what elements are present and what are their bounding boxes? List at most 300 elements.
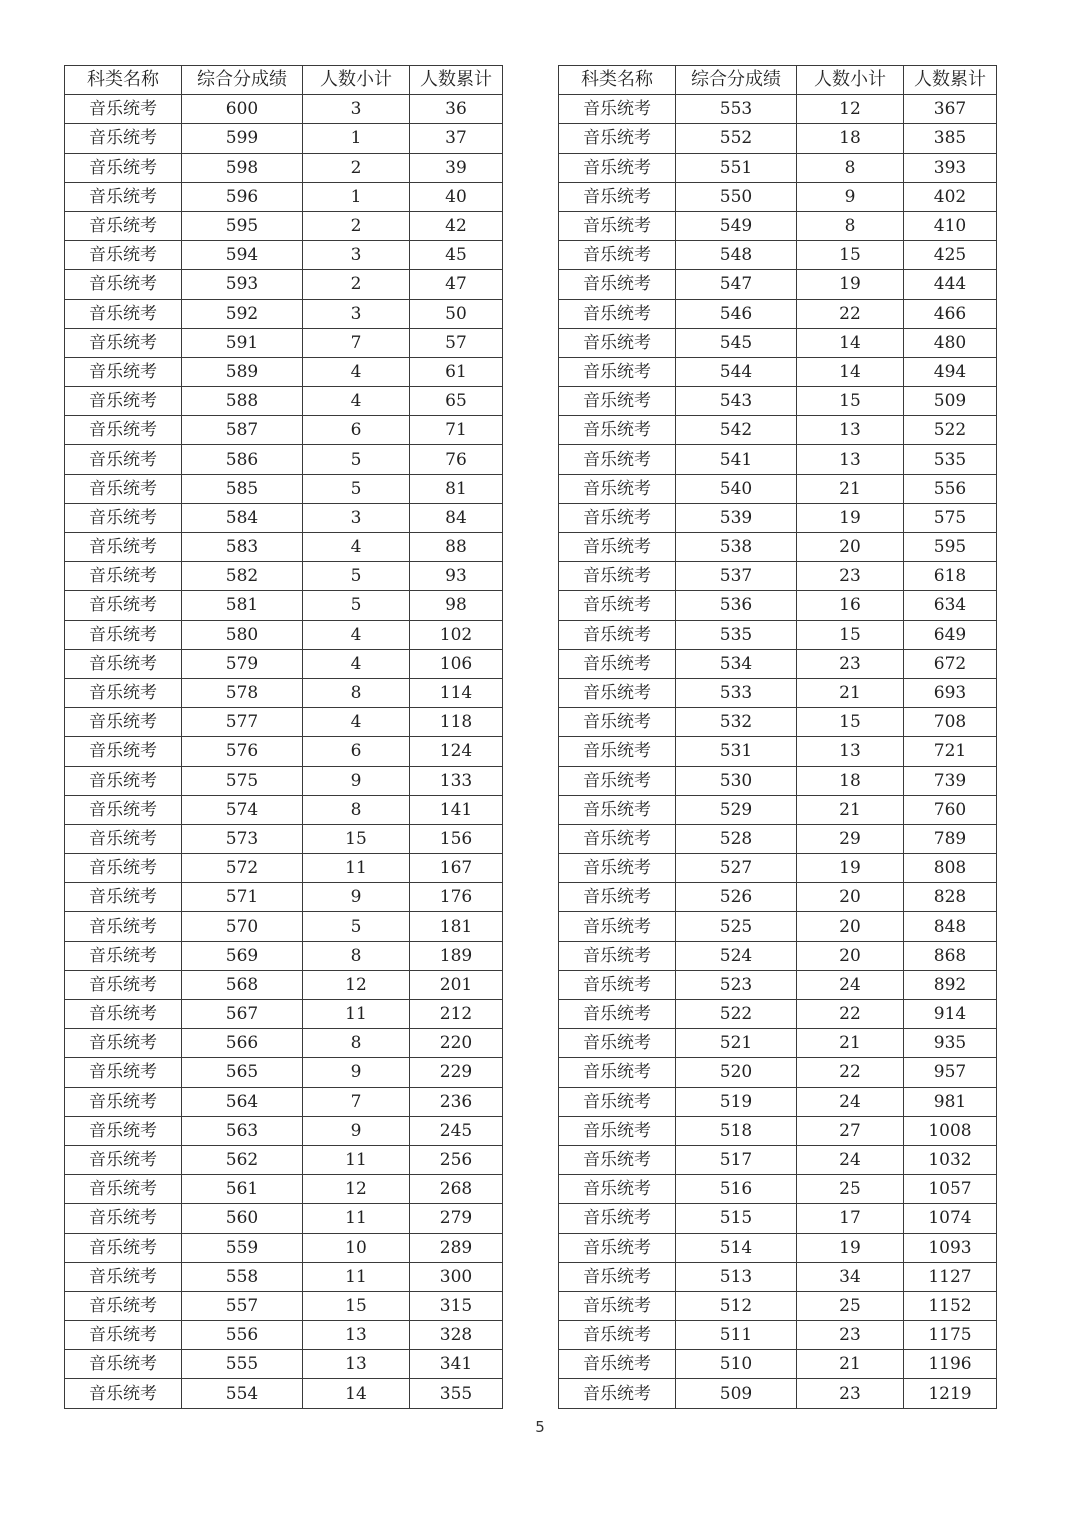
cell-score: 544 (676, 357, 797, 386)
cell-count: 9 (303, 766, 410, 795)
table-row (559, 766, 997, 795)
cell-score: 573 (182, 824, 303, 853)
cell-score: 519 (676, 1087, 797, 1116)
cell-category: 音乐统考 (65, 328, 182, 357)
cell-score: 585 (182, 474, 303, 503)
cell-score: 545 (676, 328, 797, 357)
cell-score: 578 (182, 678, 303, 707)
cell-category: 音乐统考 (559, 1175, 676, 1204)
cell-category: 音乐统考 (65, 1087, 182, 1116)
cell-count: 3 (303, 95, 410, 124)
cell-category: 音乐统考 (65, 533, 182, 562)
cell-cumulative: 957 (904, 1058, 997, 1087)
cell-category: 音乐统考 (65, 270, 182, 299)
cell-count: 21 (797, 795, 904, 824)
cell-count: 24 (797, 970, 904, 999)
table-row (559, 1233, 997, 1262)
cell-score: 561 (182, 1175, 303, 1204)
cell-score: 558 (182, 1262, 303, 1291)
cell-cumulative: 84 (410, 503, 503, 532)
cell-score: 579 (182, 649, 303, 678)
cell-count: 13 (797, 445, 904, 474)
table-row (559, 912, 997, 941)
cell-category: 音乐统考 (65, 241, 182, 270)
table-row (65, 416, 503, 445)
cell-score: 572 (182, 854, 303, 883)
cell-cumulative: 1152 (904, 1291, 997, 1320)
table-row (559, 211, 997, 240)
cell-count: 1 (303, 182, 410, 211)
cell-category: 音乐统考 (65, 678, 182, 707)
table-row (559, 1145, 997, 1174)
cell-cumulative: 1127 (904, 1262, 997, 1291)
cell-score: 535 (676, 620, 797, 649)
cell-cumulative: 466 (904, 299, 997, 328)
table-row (65, 1262, 503, 1291)
table-row (559, 1204, 997, 1233)
table-row (559, 1175, 997, 1204)
cell-score: 516 (676, 1175, 797, 1204)
cell-cumulative: 693 (904, 678, 997, 707)
header-category: 科类名称 (559, 66, 676, 95)
cell-cumulative: 618 (904, 562, 997, 591)
cell-category: 音乐统考 (559, 211, 676, 240)
cell-count: 21 (797, 1350, 904, 1379)
table-row (559, 1087, 997, 1116)
cell-score: 583 (182, 533, 303, 562)
cell-count: 4 (303, 708, 410, 737)
cell-cumulative: 167 (410, 854, 503, 883)
cell-count: 12 (303, 1175, 410, 1204)
cell-category: 音乐统考 (559, 620, 676, 649)
cell-count: 5 (303, 562, 410, 591)
cell-cumulative: 1093 (904, 1233, 997, 1262)
cell-count: 20 (797, 883, 904, 912)
cell-cumulative: 176 (410, 883, 503, 912)
cell-score: 589 (182, 357, 303, 386)
cell-cumulative: 410 (904, 211, 997, 240)
cell-count: 4 (303, 649, 410, 678)
table-row (559, 153, 997, 182)
cell-category: 音乐统考 (65, 211, 182, 240)
table-row (65, 824, 503, 853)
cell-category: 音乐统考 (559, 941, 676, 970)
table-row (65, 1116, 503, 1145)
cell-category: 音乐统考 (559, 1291, 676, 1320)
cell-category: 音乐统考 (559, 649, 676, 678)
cell-score: 510 (676, 1350, 797, 1379)
cell-category: 音乐统考 (65, 912, 182, 941)
cell-score: 554 (182, 1379, 303, 1408)
table-row (65, 533, 503, 562)
cell-category: 音乐统考 (559, 1145, 676, 1174)
cell-score: 570 (182, 912, 303, 941)
cell-score: 550 (676, 182, 797, 211)
table-row (65, 562, 503, 591)
cell-category: 音乐统考 (559, 678, 676, 707)
cell-score: 571 (182, 883, 303, 912)
cell-score: 537 (676, 562, 797, 591)
cell-count: 9 (303, 1058, 410, 1087)
cell-score: 577 (182, 708, 303, 737)
cell-cumulative: 341 (410, 1350, 503, 1379)
cell-count: 22 (797, 1058, 904, 1087)
cell-cumulative: 556 (904, 474, 997, 503)
cell-category: 音乐统考 (65, 299, 182, 328)
cell-category: 音乐统考 (559, 591, 676, 620)
table-row (65, 1321, 503, 1350)
header-score: 综合分成绩 (182, 66, 303, 95)
table-row (65, 270, 503, 299)
cell-count: 15 (797, 708, 904, 737)
cell-score: 515 (676, 1204, 797, 1233)
cell-score: 526 (676, 883, 797, 912)
table-row (559, 649, 997, 678)
cell-count: 19 (797, 503, 904, 532)
cell-count: 9 (303, 1116, 410, 1145)
cell-cumulative: 522 (904, 416, 997, 445)
cell-count: 24 (797, 1087, 904, 1116)
cell-category: 音乐统考 (65, 824, 182, 853)
cell-count: 2 (303, 211, 410, 240)
table-row (65, 649, 503, 678)
cell-score: 593 (182, 270, 303, 299)
cell-count: 23 (797, 649, 904, 678)
cell-count: 23 (797, 1379, 904, 1408)
cell-cumulative: 367 (904, 95, 997, 124)
cell-score: 547 (676, 270, 797, 299)
cell-cumulative: 88 (410, 533, 503, 562)
cell-score: 574 (182, 795, 303, 824)
cell-count: 11 (303, 854, 410, 883)
table-row (65, 1087, 503, 1116)
table-row (559, 1058, 997, 1087)
cell-category: 音乐统考 (559, 445, 676, 474)
cell-category: 音乐统考 (65, 1000, 182, 1029)
table-row (65, 883, 503, 912)
cell-score: 588 (182, 387, 303, 416)
cell-category: 音乐统考 (559, 854, 676, 883)
cell-score: 566 (182, 1029, 303, 1058)
cell-count: 1 (303, 124, 410, 153)
cell-cumulative: 385 (904, 124, 997, 153)
cell-count: 8 (303, 795, 410, 824)
cell-cumulative: 236 (410, 1087, 503, 1116)
cell-cumulative: 118 (410, 708, 503, 737)
cell-score: 594 (182, 241, 303, 270)
cell-count: 14 (797, 328, 904, 357)
cell-category: 音乐统考 (559, 124, 676, 153)
cell-cumulative: 509 (904, 387, 997, 416)
cell-count: 9 (797, 182, 904, 211)
cell-count: 23 (797, 562, 904, 591)
table-row (559, 620, 997, 649)
table-row (559, 854, 997, 883)
cell-count: 3 (303, 241, 410, 270)
cell-cumulative: 649 (904, 620, 997, 649)
cell-cumulative: 789 (904, 824, 997, 853)
table-row (65, 737, 503, 766)
cell-count: 22 (797, 299, 904, 328)
score-table-left (64, 65, 503, 1409)
cell-cumulative: 106 (410, 649, 503, 678)
cell-score: 563 (182, 1116, 303, 1145)
cell-cumulative: 39 (410, 153, 503, 182)
cell-count: 4 (303, 357, 410, 386)
cell-cumulative: 315 (410, 1291, 503, 1320)
cell-score: 530 (676, 766, 797, 795)
cell-count: 8 (797, 211, 904, 240)
cell-category: 音乐统考 (65, 1291, 182, 1320)
cell-category: 音乐统考 (65, 737, 182, 766)
cell-cumulative: 575 (904, 503, 997, 532)
cell-score: 512 (676, 1291, 797, 1320)
cell-count: 25 (797, 1291, 904, 1320)
table-row (65, 591, 503, 620)
cell-count: 14 (303, 1379, 410, 1408)
table-row (559, 1321, 997, 1350)
cell-cumulative: 1074 (904, 1204, 997, 1233)
cell-count: 20 (797, 912, 904, 941)
cell-count: 18 (797, 124, 904, 153)
cell-count: 15 (797, 241, 904, 270)
cell-category: 音乐统考 (559, 1233, 676, 1262)
cell-count: 18 (797, 766, 904, 795)
cell-score: 514 (676, 1233, 797, 1262)
score-table-left-body (65, 95, 503, 1408)
table-row (559, 562, 997, 591)
table-row (65, 854, 503, 883)
cell-cumulative: 65 (410, 387, 503, 416)
cell-category: 音乐统考 (559, 1262, 676, 1291)
cell-score: 542 (676, 416, 797, 445)
cell-cumulative: 114 (410, 678, 503, 707)
cell-cumulative: 93 (410, 562, 503, 591)
cell-cumulative: 76 (410, 445, 503, 474)
cell-count: 19 (797, 1233, 904, 1262)
cell-count: 25 (797, 1175, 904, 1204)
cell-score: 520 (676, 1058, 797, 1087)
table-row (559, 270, 997, 299)
cell-category: 音乐统考 (65, 1058, 182, 1087)
table-row (65, 1350, 503, 1379)
cell-count: 23 (797, 1321, 904, 1350)
cell-category: 音乐统考 (559, 357, 676, 386)
table-row (559, 474, 997, 503)
cell-count: 16 (797, 591, 904, 620)
cell-cumulative: 892 (904, 970, 997, 999)
header-score: 综合分成绩 (676, 66, 797, 95)
cell-cumulative: 71 (410, 416, 503, 445)
table-row (65, 124, 503, 153)
cell-category: 音乐统考 (559, 1379, 676, 1408)
cell-cumulative: 50 (410, 299, 503, 328)
cell-score: 538 (676, 533, 797, 562)
cell-category: 音乐统考 (65, 387, 182, 416)
table-row (65, 1379, 503, 1408)
cell-cumulative: 1219 (904, 1379, 997, 1408)
cell-category: 音乐统考 (559, 503, 676, 532)
cell-cumulative: 535 (904, 445, 997, 474)
cell-score: 555 (182, 1350, 303, 1379)
table-row (65, 1145, 503, 1174)
table-row (559, 737, 997, 766)
cell-cumulative: 828 (904, 883, 997, 912)
cell-count: 7 (303, 1087, 410, 1116)
cell-cumulative: 229 (410, 1058, 503, 1087)
score-table-right-body (559, 95, 997, 1408)
cell-category: 音乐统考 (559, 708, 676, 737)
cell-score: 521 (676, 1029, 797, 1058)
table-row (559, 1116, 997, 1145)
table-row (65, 328, 503, 357)
cell-count: 2 (303, 270, 410, 299)
cell-cumulative: 189 (410, 941, 503, 970)
cell-score: 551 (676, 153, 797, 182)
cell-count: 24 (797, 1145, 904, 1174)
cell-category: 音乐统考 (65, 970, 182, 999)
cell-category: 音乐统考 (65, 941, 182, 970)
cell-category: 音乐统考 (65, 416, 182, 445)
cell-count: 20 (797, 941, 904, 970)
cell-cumulative: 300 (410, 1262, 503, 1291)
table-row (559, 1000, 997, 1029)
cell-score: 596 (182, 182, 303, 211)
cell-score: 565 (182, 1058, 303, 1087)
cell-cumulative: 1032 (904, 1145, 997, 1174)
cell-score: 525 (676, 912, 797, 941)
cell-category: 音乐统考 (559, 912, 676, 941)
cell-cumulative: 124 (410, 737, 503, 766)
table-row (559, 1029, 997, 1058)
cell-category: 音乐统考 (65, 708, 182, 737)
cell-cumulative: 98 (410, 591, 503, 620)
cell-score: 532 (676, 708, 797, 737)
cell-cumulative: 61 (410, 357, 503, 386)
cell-category: 音乐统考 (65, 474, 182, 503)
cell-count: 5 (303, 912, 410, 941)
cell-category: 音乐统考 (65, 795, 182, 824)
cell-category: 音乐统考 (559, 533, 676, 562)
cell-cumulative: 201 (410, 970, 503, 999)
cell-score: 511 (676, 1321, 797, 1350)
table-row (65, 241, 503, 270)
cell-category: 音乐统考 (559, 387, 676, 416)
cell-count: 13 (797, 416, 904, 445)
table-row (65, 970, 503, 999)
cell-cumulative: 393 (904, 153, 997, 182)
cell-score: 584 (182, 503, 303, 532)
cell-score: 599 (182, 124, 303, 153)
table-row (559, 1379, 997, 1408)
cell-category: 音乐统考 (559, 1058, 676, 1087)
cell-cumulative: 212 (410, 1000, 503, 1029)
cell-score: 518 (676, 1116, 797, 1145)
score-table-right (558, 65, 997, 1409)
cell-cumulative: 402 (904, 182, 997, 211)
cell-score: 586 (182, 445, 303, 474)
cell-score: 582 (182, 562, 303, 591)
cell-category: 音乐统考 (559, 299, 676, 328)
cell-count: 19 (797, 270, 904, 299)
cell-count: 4 (303, 387, 410, 416)
cell-score: 559 (182, 1233, 303, 1262)
cell-count: 20 (797, 533, 904, 562)
cell-count: 15 (303, 824, 410, 853)
table-row (65, 708, 503, 737)
cell-cumulative: 721 (904, 737, 997, 766)
table-row (559, 95, 997, 124)
table-row (559, 795, 997, 824)
cell-category: 音乐统考 (65, 591, 182, 620)
header-category: 科类名称 (65, 66, 182, 95)
table-row (559, 1262, 997, 1291)
cell-count: 10 (303, 1233, 410, 1262)
cell-count: 13 (303, 1350, 410, 1379)
cell-cumulative: 672 (904, 649, 997, 678)
cell-count: 8 (303, 941, 410, 970)
table-row (65, 153, 503, 182)
cell-category: 音乐统考 (559, 737, 676, 766)
cell-category: 音乐统考 (65, 562, 182, 591)
cell-count: 4 (303, 620, 410, 649)
table-row (65, 474, 503, 503)
cell-count: 19 (797, 854, 904, 883)
table-row (559, 241, 997, 270)
cell-cumulative: 355 (410, 1379, 503, 1408)
table-row (65, 912, 503, 941)
cell-category: 音乐统考 (559, 153, 676, 182)
cell-cumulative: 708 (904, 708, 997, 737)
table-row (65, 1058, 503, 1087)
cell-score: 557 (182, 1291, 303, 1320)
cell-category: 音乐统考 (559, 416, 676, 445)
cell-category: 音乐统考 (65, 1233, 182, 1262)
cell-count: 22 (797, 1000, 904, 1029)
cell-category: 音乐统考 (65, 1379, 182, 1408)
cell-category: 音乐统考 (65, 153, 182, 182)
cell-category: 音乐统考 (559, 241, 676, 270)
cell-cumulative: 36 (410, 95, 503, 124)
table-row (65, 795, 503, 824)
cell-count: 12 (797, 95, 904, 124)
cell-cumulative: 256 (410, 1145, 503, 1174)
cell-cumulative: 102 (410, 620, 503, 649)
table-row (65, 678, 503, 707)
cell-cumulative: 220 (410, 1029, 503, 1058)
cell-cumulative: 808 (904, 854, 997, 883)
table-row (559, 941, 997, 970)
cell-score: 553 (676, 95, 797, 124)
cell-score: 546 (676, 299, 797, 328)
cell-category: 音乐统考 (65, 649, 182, 678)
cell-cumulative: 634 (904, 591, 997, 620)
cell-count: 5 (303, 474, 410, 503)
cell-category: 音乐统考 (65, 95, 182, 124)
cell-category: 音乐统考 (559, 1116, 676, 1145)
cell-score: 575 (182, 766, 303, 795)
table-row (65, 1000, 503, 1029)
cell-count: 14 (797, 357, 904, 386)
cell-count: 8 (303, 678, 410, 707)
cell-score: 576 (182, 737, 303, 766)
table-row (65, 95, 503, 124)
cell-cumulative: 156 (410, 824, 503, 853)
cell-score: 534 (676, 649, 797, 678)
cell-count: 11 (303, 1145, 410, 1174)
table-row (65, 1291, 503, 1320)
cell-category: 音乐统考 (559, 795, 676, 824)
